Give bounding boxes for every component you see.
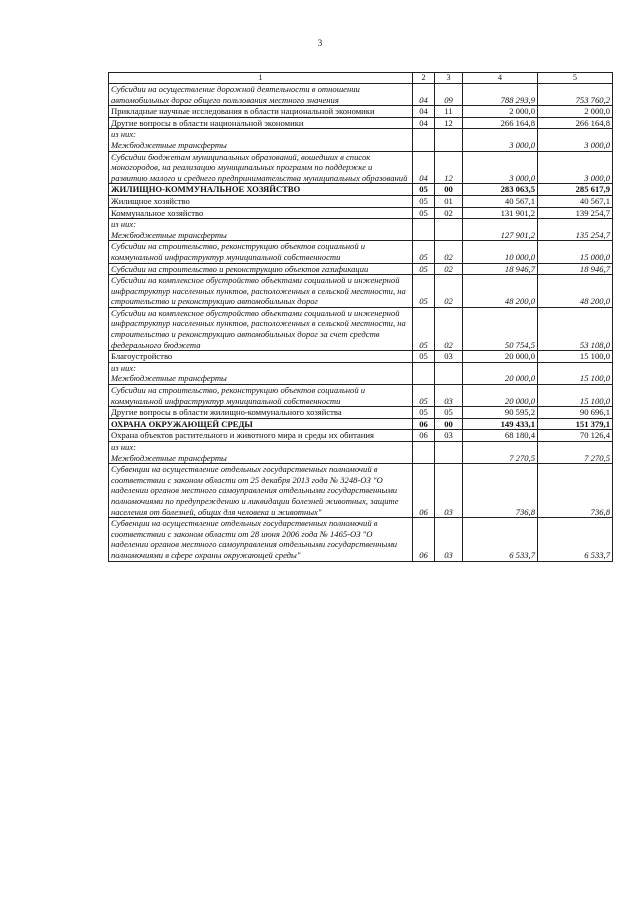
row-amount-col5: 266 164,8 — [538, 117, 613, 129]
row-amount-col5: 6 533,7 — [538, 518, 613, 561]
row-description: Субвенции на осуществление отдельных государственных полномочий в соответствии с законом области от 28 июня 2006 года № 1465-ОЗ "О наделении органов местного самоуправления отдельными государственными полномочиями в сфере охраны окружающей среды" — [109, 518, 413, 561]
row-section-code: 04 — [413, 117, 435, 129]
row-subsection-code: 02 — [435, 207, 463, 219]
row-amount-col5: 151 379,1 — [538, 418, 613, 430]
row-amount-col5: 7 270,5 — [538, 442, 613, 464]
table-row — [109, 84, 613, 106]
row-subsection-code — [435, 442, 463, 464]
row-subsection-code: 02 — [435, 241, 463, 263]
row-subsection-code: 00 — [435, 184, 463, 196]
row-section-code: 06 — [413, 418, 435, 430]
row-section-code: 05 — [413, 385, 435, 407]
header-cell-4: 4 — [463, 73, 538, 84]
row-description: Прикладные научные исследования в области национальной экономики — [109, 106, 413, 118]
row-description: из них: Межбюджетные трансферты — [109, 442, 413, 464]
row-description: ЖИЛИЩНО-КОММУНАЛЬНОЕ ХОЗЯЙСТВО — [109, 184, 413, 196]
row-description: Благоустройство — [109, 351, 413, 363]
row-subsection-code: 03 — [435, 464, 463, 518]
row-amount-col4: 20 000,0 — [463, 385, 538, 407]
table-row — [109, 263, 613, 275]
header-cell-2: 2 — [413, 73, 435, 84]
row-subsection-code: 01 — [435, 195, 463, 207]
row-subsection-code — [435, 129, 463, 151]
row-section-code: 04 — [413, 106, 435, 118]
row-subsection-code: 11 — [435, 106, 463, 118]
row-description: Субсидии на строительство, реконструкцию объектов социальной и коммунальной инфраструктур муниципальной собственности — [109, 385, 413, 407]
table-row — [109, 464, 613, 518]
row-description: Субсидии на комплексное обустройство объектами социальной и инженерной инфраструктур населенных пунктов, расположенных в сельской местности, на строительство и реконструкцию автомобильных дорог — [109, 275, 413, 308]
row-subsection-code: 12 — [435, 117, 463, 129]
row-amount-col4: 48 200,0 — [463, 275, 538, 308]
row-section-code: 05 — [413, 184, 435, 196]
row-amount-col5: 53 108,0 — [538, 307, 613, 350]
row-description: Другие вопросы в области жилищно-коммунального хозяйства — [109, 407, 413, 419]
budget-table — [108, 72, 613, 562]
row-amount-col5: 135 254,7 — [538, 219, 613, 241]
row-subsection-code: 03 — [435, 518, 463, 561]
row-amount-col4: 788 293,9 — [463, 84, 538, 106]
table-row — [109, 129, 613, 151]
row-section-code: 05 — [413, 263, 435, 275]
row-section-code: 05 — [413, 207, 435, 219]
row-section-code — [413, 442, 435, 464]
row-section-code: 05 — [413, 195, 435, 207]
table-row — [109, 219, 613, 241]
row-amount-col5: 15 100,0 — [538, 385, 613, 407]
row-amount-col4: 7 270,5 — [463, 442, 538, 464]
row-subsection-code: 00 — [435, 418, 463, 430]
row-section-code: 04 — [413, 151, 435, 184]
row-subsection-code — [435, 219, 463, 241]
row-amount-col4: 283 063,5 — [463, 184, 538, 196]
row-amount-col5: 48 200,0 — [538, 275, 613, 308]
table-row — [109, 207, 613, 219]
table-row — [109, 307, 613, 350]
row-subsection-code: 02 — [435, 275, 463, 308]
row-amount-col4: 90 595,2 — [463, 407, 538, 419]
row-amount-col5: 2 000,0 — [538, 106, 613, 118]
row-section-code: 05 — [413, 407, 435, 419]
table-row — [109, 275, 613, 308]
row-amount-col4: 50 754,5 — [463, 307, 538, 350]
row-amount-col5: 3 000,0 — [538, 151, 613, 184]
row-description: Субсидии бюджетам муниципальных образований, вошедших в список моногородов, на реализацию муниципальных программ по поддержке и развитию малого и среднего предпринимательства муниципальных образований — [109, 151, 413, 184]
row-subsection-code: 03 — [435, 385, 463, 407]
row-amount-col5: 736,8 — [538, 464, 613, 518]
row-description: Коммунальное хозяйство — [109, 207, 413, 219]
header-cell-3: 3 — [435, 73, 463, 84]
row-description: из них: Межбюджетные трансферты — [109, 129, 413, 151]
table-row — [109, 117, 613, 129]
row-amount-col4: 3 000,0 — [463, 151, 538, 184]
row-amount-col4: 10 000,0 — [463, 241, 538, 263]
row-subsection-code: 05 — [435, 407, 463, 419]
table-row — [109, 418, 613, 430]
row-amount-col4: 68 180,4 — [463, 430, 538, 442]
page-number: 3 — [317, 38, 323, 48]
row-section-code: 05 — [413, 241, 435, 263]
row-amount-col5: 285 617,9 — [538, 184, 613, 196]
row-subsection-code: 02 — [435, 307, 463, 350]
table-row — [109, 518, 613, 561]
row-subsection-code: 09 — [435, 84, 463, 106]
row-section-code: 06 — [413, 518, 435, 561]
row-section-code — [413, 129, 435, 151]
row-subsection-code: 03 — [435, 430, 463, 442]
row-description: Другие вопросы в области национальной экономики — [109, 117, 413, 129]
row-section-code: 05 — [413, 351, 435, 363]
row-description: Охрана объектов растительного и животного мира и среды их обитания — [109, 430, 413, 442]
row-amount-col5: 15 100,0 — [538, 351, 613, 363]
table-row — [109, 430, 613, 442]
table-row — [109, 407, 613, 419]
table-row — [109, 385, 613, 407]
row-description: ОХРАНА ОКРУЖАЮЩЕЙ СРЕДЫ — [109, 418, 413, 430]
row-description: из них: Межбюджетные трансферты — [109, 362, 413, 384]
table-row — [109, 362, 613, 384]
table-row — [109, 184, 613, 196]
row-section-code — [413, 219, 435, 241]
row-subsection-code: 12 — [435, 151, 463, 184]
row-amount-col4: 127 901,2 — [463, 219, 538, 241]
row-description: из них: Межбюджетные трансферты — [109, 219, 413, 241]
row-amount-col4: 20 000,0 — [463, 351, 538, 363]
row-section-code: 06 — [413, 430, 435, 442]
table-row — [109, 442, 613, 464]
row-amount-col4: 40 567,1 — [463, 195, 538, 207]
row-amount-col5: 753 760,2 — [538, 84, 613, 106]
row-section-code: 05 — [413, 275, 435, 308]
row-amount-col5: 15 000,0 — [538, 241, 613, 263]
row-amount-col4: 2 000,0 — [463, 106, 538, 118]
row-amount-col5: 90 696,1 — [538, 407, 613, 419]
header-cell-5: 5 — [538, 73, 613, 84]
row-description: Субвенции на осуществление отдельных государственных полномочий в соответствии с законом области от 25 декабря 2013 года № 3248-ОЗ "О наделении органов местного самоуправления отдельными государственными полномочиями по предупреждению и ликвидации болезней животных, защите населения от болезней, общих для человека и животных" — [109, 464, 413, 518]
row-amount-col4: 149 433,1 — [463, 418, 538, 430]
row-amount-col4: 131 901,2 — [463, 207, 538, 219]
row-amount-col4: 18 946,7 — [463, 263, 538, 275]
row-amount-col5: 15 100,0 — [538, 362, 613, 384]
row-description: Субсидии на комплексное обустройство объектами социальной и инженерной инфраструктур населенных пунктов, расположенных в сельской местности, на строительство и реконструкцию автомобильных дорог за счет средств федерального бюджета — [109, 307, 413, 350]
row-section-code: 04 — [413, 84, 435, 106]
table-row — [109, 151, 613, 184]
table-row — [109, 195, 613, 207]
row-section-code: 06 — [413, 464, 435, 518]
table-row — [109, 241, 613, 263]
row-amount-col4: 736,8 — [463, 464, 538, 518]
row-amount-col5: 70 126,4 — [538, 430, 613, 442]
row-description: Субсидии на строительство и реконструкцию объектов газификации — [109, 263, 413, 275]
row-description: Жилищное хозяйство — [109, 195, 413, 207]
row-amount-col4: 20 000,0 — [463, 362, 538, 384]
table-row — [109, 106, 613, 118]
row-amount-col5: 40 567,1 — [538, 195, 613, 207]
table-header-row — [109, 73, 613, 84]
row-amount-col5: 139 254,7 — [538, 207, 613, 219]
row-description: Субсидии на осуществление дорожной деятельности в отношении автомобильных дорог общего пользования местного значения — [109, 84, 413, 106]
row-amount-col4: 266 164,8 — [463, 117, 538, 129]
row-amount-col4: 3 000,0 — [463, 129, 538, 151]
row-amount-col5: 3 000,0 — [538, 129, 613, 151]
row-amount-col5: 18 946,7 — [538, 263, 613, 275]
row-subsection-code — [435, 362, 463, 384]
row-subsection-code: 02 — [435, 263, 463, 275]
header-cell-1: 1 — [109, 73, 413, 84]
row-amount-col4: 6 533,7 — [463, 518, 538, 561]
row-subsection-code: 03 — [435, 351, 463, 363]
row-section-code — [413, 362, 435, 384]
table-row — [109, 351, 613, 363]
row-section-code: 05 — [413, 307, 435, 350]
row-description: Субсидии на строительство, реконструкцию объектов социальной и коммунальной инфраструктур муниципальной собственности — [109, 241, 413, 263]
